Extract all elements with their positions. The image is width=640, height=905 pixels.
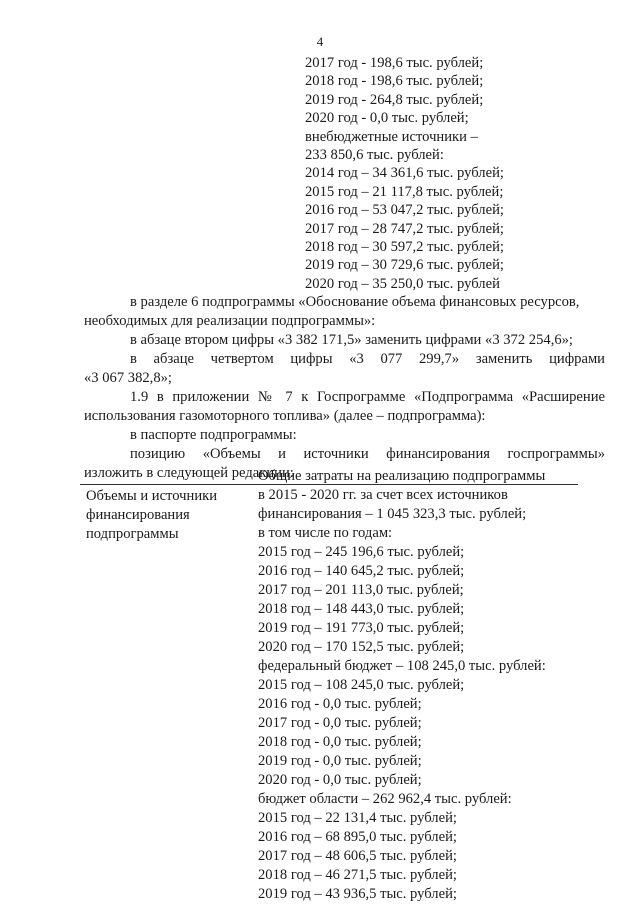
table-value-line: 2020 год - 0,0 тыс. рублей; (258, 772, 422, 788)
table-label-line: финансирования (86, 507, 190, 523)
table-value-line: финансирования – 1 045 323,3 тыс. рублей; (258, 506, 527, 522)
table-left-column (86, 487, 217, 544)
table-value-line: в том числе по годам: (258, 525, 393, 541)
list-item: 2014 год – 34 361,6 тыс. рублей; (305, 165, 504, 182)
list-item: 2019 год – 30 729,6 тыс. рублей; (305, 257, 504, 274)
table-value-line: 2018 год - 0,0 тыс. рублей; (258, 734, 422, 750)
table-value-line: 2017 год – 48 606,5 тыс. рублей; (258, 848, 457, 864)
table-value-line: 2016 год – 140 645,2 тыс. рублей; (258, 563, 465, 579)
table-label-line: подпрограммы (86, 526, 179, 542)
paragraph-position-line2: изложить в следующей редакции: (84, 465, 294, 481)
table-label-line: Объемы и источники (86, 488, 218, 504)
table-value-line: Общие затраты на реализацию подпрограммы (258, 468, 546, 484)
table-value-line: 2020 год – 170 152,5 тыс. рублей; (258, 639, 465, 655)
list-item: 2020 год – 35 250,0 тыс. рублей (305, 275, 500, 292)
top-funding-list (305, 54, 504, 293)
page-number: 4 (316, 34, 324, 49)
paragraph-section6-line2: необходимых для реализации подпрограммы»: (84, 313, 376, 329)
table-value-line: 2019 год – 43 936,5 тыс. рублей; (258, 886, 457, 902)
list-item: 2019 год - 264,8 тыс. рублей; (305, 91, 484, 108)
table-value-line: 2016 год - 0,0 тыс. рублей; (258, 696, 422, 712)
table-value-line: 2015 год – 245 196,6 тыс. рублей; (258, 544, 465, 560)
list-item: 2017 год – 28 747,2 тыс. рублей; (305, 220, 504, 237)
table-value-line: 2017 год - 0,0 тыс. рублей; (258, 715, 422, 731)
table-value-line: бюджет области – 262 962,4 тыс. рублей: (258, 791, 512, 807)
table-value-line: 2019 год - 0,0 тыс. рублей; (258, 753, 422, 769)
paragraph-appendix7-line2: использования газомоторного топлива» (далее – подпрограмма): (84, 408, 486, 424)
list-item: внебюджетные источники – (305, 128, 478, 145)
list-item: 233 850,6 тыс. рублей: (305, 147, 444, 164)
table-value-line: 2015 год – 22 131,4 тыс. рублей; (258, 810, 457, 826)
paragraph-position-line1: позицию «Объемы и источники финансирования госпрограммы» (130, 446, 605, 462)
table-value-line: 2019 год – 191 773,0 тыс. рублей; (258, 620, 465, 636)
list-item: 2016 год – 53 047,2 тыс. рублей; (305, 202, 504, 219)
table-value-line: 2016 год – 68 895,0 тыс. рублей; (258, 829, 457, 845)
paragraph-appendix7-line1: 1.9 в приложении № 7 к Госпрограмме «Подпрограмма «Расширение (130, 389, 605, 405)
table-right-column (258, 467, 546, 904)
list-item: 2018 год - 198,6 тыс. рублей; (305, 73, 484, 90)
paragraph-abzac4-line1: в абзаце четвертом цифры «3 077 299,7» заменить цифрами (130, 351, 605, 367)
table-value-line: в 2015 - 2020 гг. за счет всех источников (258, 487, 508, 503)
list-item: 2015 год – 21 117,8 тыс. рублей; (305, 183, 504, 200)
list-item: 2018 год – 30 597,2 тыс. рублей; (305, 239, 504, 256)
paragraph-abzac4-line2: «3 067 382,8»; (84, 370, 172, 386)
list-item: 2017 год - 198,6 тыс. рублей; (305, 55, 484, 71)
paragraph-abzac2: в абзаце втором цифры «3 382 171,5» заменить цифрами «3 372 254,6»; (130, 332, 573, 348)
table-value-line: 2017 год – 201 113,0 тыс. рублей; (258, 582, 464, 598)
table-value-line: 2018 год – 46 271,5 тыс. рублей; (258, 867, 457, 883)
table-value-line: федеральный бюджет – 108 245,0 тыс. рублей: (258, 658, 546, 674)
table-value-line: 2015 год – 108 245,0 тыс. рублей; (258, 677, 465, 693)
paragraph-passport: в паспорте подпрограммы: (130, 427, 297, 443)
table-top-border (80, 484, 578, 485)
paragraph-section6-line1: в разделе 6 подпрограммы «Обоснование объема финансовых ресурсов, (130, 294, 580, 310)
list-item: 2020 год - 0,0 тыс. рублей; (305, 110, 469, 127)
table-value-line: 2018 год – 148 443,0 тыс. рублей; (258, 601, 465, 617)
